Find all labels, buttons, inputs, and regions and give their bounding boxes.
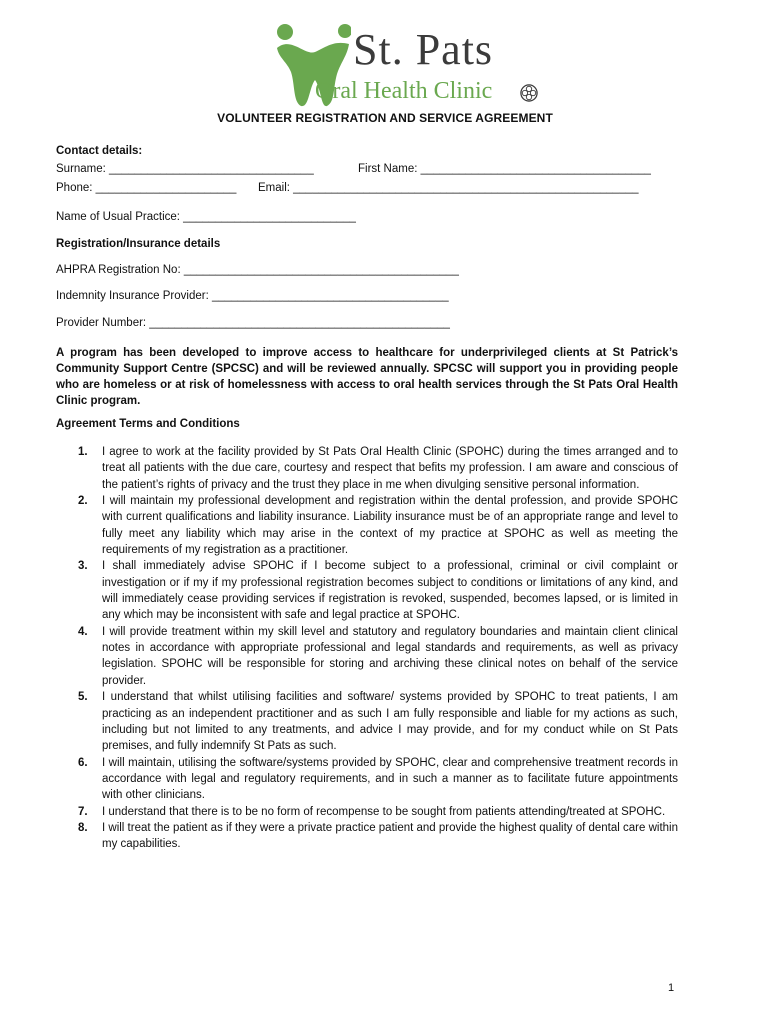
ahpra-field[interactable]: AHPRA Registration No: ___________________________________________ [56,264,459,276]
document-title: VOLUNTEER REGISTRATION AND SERVICE AGREEMENT [217,111,553,125]
term-item [56,804,678,820]
email-field[interactable]: Email: ______________________________________________________ [258,182,639,194]
term-number: 1. [78,446,88,458]
term-number: 3. [78,560,88,573]
term-text: I shall immediately advise SPOHC if I become subject to a professional, criminal or civil complaint or investigation or if my if my professional registration becomes subject to conditions or limitations of any kind, and will immediately cease providing services if registration is revoked, suspended, becomes lapsed, or is limited in any which may be inconsistent with safe and legal practice at SPOHC. [102,560,678,622]
first-name-field[interactable]: First Name: ____________________________________ [358,163,651,175]
logo-subtitle: Oral Health Clinic [315,78,493,104]
clinic-logo [275,22,555,108]
term-text: I will treat the patient as if they were a private practice patient and provide the highest quality of dental care within my capabilities. [102,821,678,851]
registration-heading: Registration/Insurance details [56,238,221,250]
phone-field[interactable]: Phone: ______________________ [56,182,237,194]
term-item [56,493,678,558]
rosette-icon [520,84,538,102]
terms-heading: Agreement Terms and Conditions [56,418,240,430]
terms-list [56,444,678,853]
term-text: I understand that there is to be no form of recompense to be sought from patients attending/treated at SPOHC. [102,805,666,818]
surname-field[interactable]: Surname: ________________________________ [56,163,314,175]
term-number: 4. [78,625,88,638]
term-item [56,755,678,804]
term-item [56,820,678,853]
usual-practice-field[interactable]: Name of Usual Practice: ___________________________ [56,211,356,223]
term-number: 8. [78,821,88,834]
term-item [56,689,678,754]
term-text: I will provide treatment within my skill level and statutory and regulatory boundaries and maintain client clinical notes in accordance with appropriate professional and legal standards and requirements, as well as privacy legislation. SPOHC will be responsible for storing and archiving these clinical notes on behalf of the service provider. [102,625,678,687]
provider-number-field[interactable]: Provider Number: _______________________________________________ [56,317,450,329]
term-number: 2. [78,495,88,508]
contact-heading: Contact details: [56,145,143,157]
term-text: I will maintain, utilising the software/systems provided by SPOHC, clear and comprehensive treatment records in accordance with legal and regulatory requirements, and in such a manner as to facilitate future appointments with other clinicians. [102,756,678,802]
indemnity-field[interactable]: Indemnity Insurance Provider: _____________________________________ [56,290,449,302]
term-number: 7. [78,805,88,818]
term-item [56,624,678,689]
term-text: I agree to work at the facility provided by St Pats Oral Health Clinic (SPOHC) during the times arranged and to treat all patients with the due care, courtesy and respect that befits my profession. I am aware and conscious of the patient’s rights of privacy and the trust they place in me when divulging sensitive personal information. [102,446,678,491]
program-intro: A program has been developed to improve access to healthcare for underprivileged clients at St Patrick’s Community Support Centre (SPCSC) and will be reviewed annually. SPCSC will support you in providing people who are homeless or at risk of homelessness with access to oral health services through the St Pats Oral Health Clinic program. [56,347,678,407]
term-number: 6. [78,756,88,769]
term-number: 5. [78,691,88,704]
term-text: I will maintain my professional development and registration within the dental profession, and provide SPOHC with current qualifications and liability insurance. Liability insurance must be of an appropriate range and level to fully meet any liability which may arise in the context of my practice at SPOHC as well as meeting the requirements of my registration as a practitioner. [102,495,678,557]
term-item [56,558,678,623]
page-number: 1 [668,982,675,994]
term-item [56,444,678,493]
term-text: I understand that whilst utilising facilities and software/ systems provided by SPOHC to treat patients, I am practicing as an independent practitioner and as such I am fully responsible and liable for my actions as such, including but not limited to any treatments, and advice I may provide, and for my conduct while on St Pats premises, and fully indemnify St Pats as such. [102,691,678,753]
logo-name: St. Pats [353,25,494,74]
